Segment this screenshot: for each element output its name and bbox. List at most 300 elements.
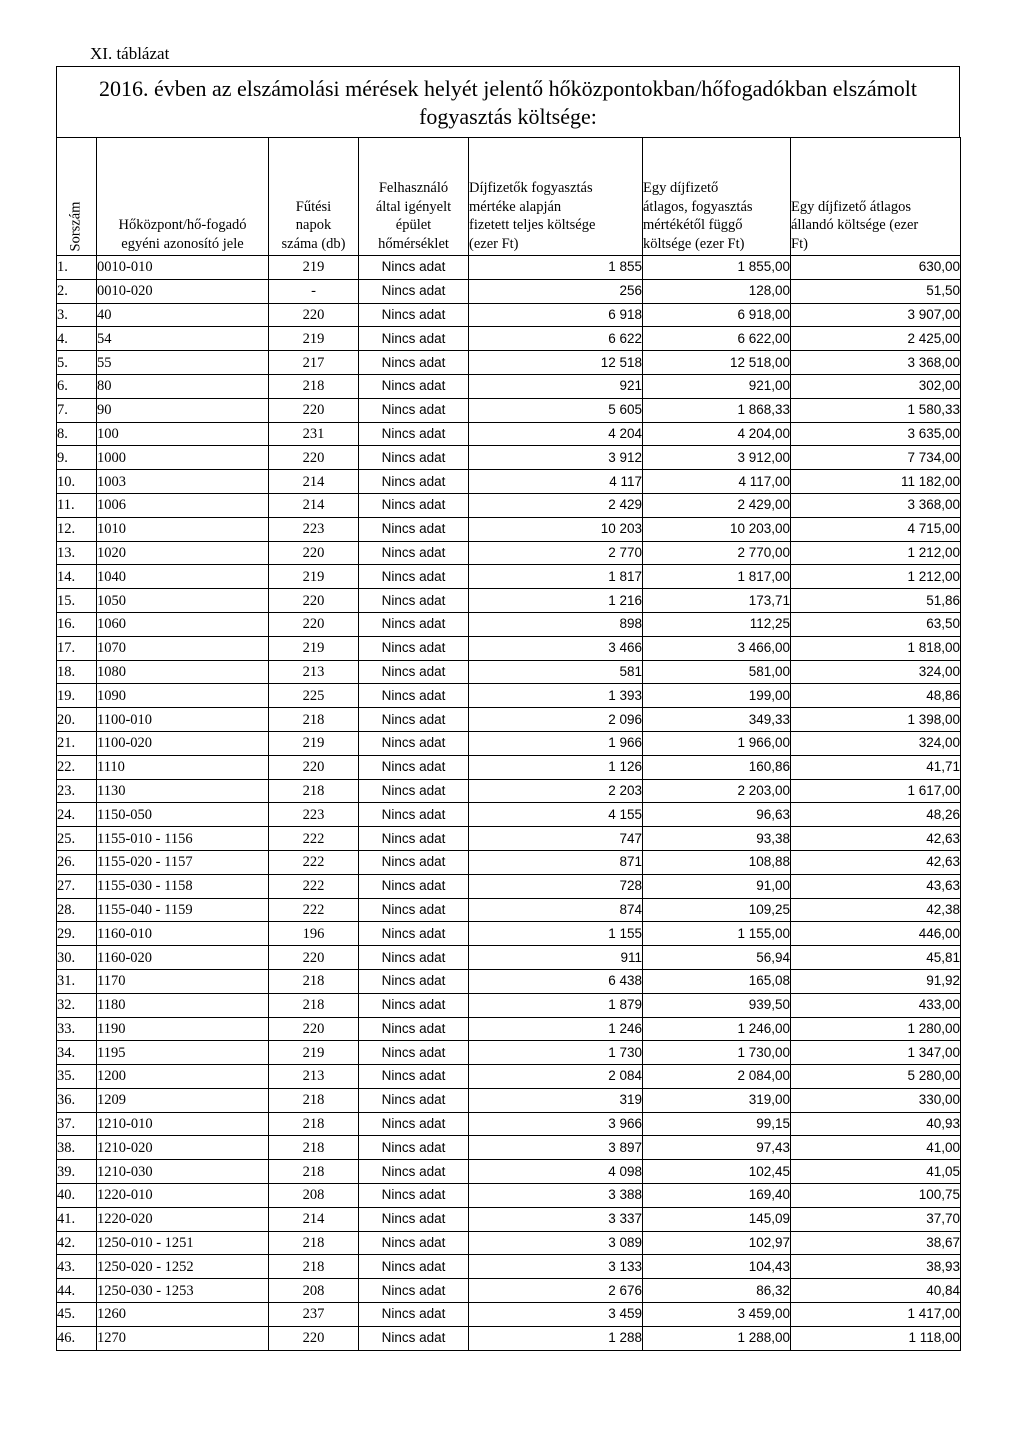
cell-teljes-koltseg: 3 912 [469, 446, 643, 470]
cell-teljes-koltseg: 1 393 [469, 684, 643, 708]
cell-azonosito: 1220-010 [97, 1184, 269, 1208]
cell-azonosito: 1210-010 [97, 1112, 269, 1136]
table-row [57, 1088, 961, 1112]
table-caption: XI. táblázat [90, 44, 170, 63]
cell-fuggo-koltseg: 2 084,00 [643, 1065, 791, 1089]
header-azonosito: Hőközpont/hő-fogadó egyéni azonosító jele [97, 138, 269, 256]
table-row [57, 565, 961, 589]
cell-teljes-koltseg: 6 622 [469, 327, 643, 351]
cell-allando-koltseg: 48,26 [791, 803, 961, 827]
cell-allando-koltseg: 1 118,00 [791, 1326, 961, 1350]
cell-allando-koltseg: 1 280,00 [791, 1017, 961, 1041]
table-row [57, 660, 961, 684]
cell-azonosito: 1050 [97, 589, 269, 613]
cell-teljes-koltseg: 256 [469, 279, 643, 303]
cell-allando-koltseg: 433,00 [791, 993, 961, 1017]
cell-sorszam: 37. [57, 1112, 97, 1136]
cell-futesi-napok: 213 [269, 1065, 359, 1089]
cell-azonosito: 1100-020 [97, 731, 269, 755]
cell-homerseklet: Nincs adat [359, 779, 469, 803]
cell-sorszam: 1. [57, 256, 97, 280]
cell-homerseklet: Nincs adat [359, 589, 469, 613]
cell-allando-koltseg: 446,00 [791, 922, 961, 946]
cell-azonosito: 1006 [97, 493, 269, 517]
cell-teljes-koltseg: 1 246 [469, 1017, 643, 1041]
cell-sorszam: 20. [57, 708, 97, 732]
cell-fuggo-koltseg: 97,43 [643, 1136, 791, 1160]
table-row [57, 493, 961, 517]
cell-sorszam: 27. [57, 874, 97, 898]
cell-fuggo-koltseg: 99,15 [643, 1112, 791, 1136]
cell-futesi-napok: 219 [269, 1041, 359, 1065]
cell-sorszam: 9. [57, 446, 97, 470]
cell-azonosito: 1160-020 [97, 946, 269, 970]
cell-allando-koltseg: 11 182,00 [791, 470, 961, 494]
cell-teljes-koltseg: 871 [469, 850, 643, 874]
cell-fuggo-koltseg: 2 770,00 [643, 541, 791, 565]
cell-fuggo-koltseg: 3 912,00 [643, 446, 791, 470]
cell-teljes-koltseg: 921 [469, 374, 643, 398]
cell-homerseklet: Nincs adat [359, 612, 469, 636]
cell-homerseklet: Nincs adat [359, 398, 469, 422]
cell-sorszam: 35. [57, 1065, 97, 1089]
cell-teljes-koltseg: 6 438 [469, 969, 643, 993]
cell-futesi-napok: 222 [269, 850, 359, 874]
cell-azonosito: 80 [97, 374, 269, 398]
cell-azonosito: 0010-010 [97, 256, 269, 280]
cell-allando-koltseg: 40,84 [791, 1279, 961, 1303]
cell-allando-koltseg: 43,63 [791, 874, 961, 898]
cell-azonosito: 1040 [97, 565, 269, 589]
table-row [57, 1017, 961, 1041]
cell-sorszam: 11. [57, 493, 97, 517]
cell-teljes-koltseg: 4 204 [469, 422, 643, 446]
cell-sorszam: 16. [57, 612, 97, 636]
cell-teljes-koltseg: 2 096 [469, 708, 643, 732]
cell-allando-koltseg: 40,93 [791, 1112, 961, 1136]
cell-futesi-napok: 220 [269, 589, 359, 613]
table-row [57, 898, 961, 922]
cell-sorszam: 4. [57, 327, 97, 351]
cell-allando-koltseg: 1 398,00 [791, 708, 961, 732]
table-row [57, 256, 961, 280]
cell-allando-koltseg: 330,00 [791, 1088, 961, 1112]
table-row [57, 993, 961, 1017]
cell-fuggo-koltseg: 112,25 [643, 612, 791, 636]
cell-homerseklet: Nincs adat [359, 731, 469, 755]
table-body [57, 256, 961, 1351]
cell-azonosito: 40 [97, 303, 269, 327]
cell-allando-koltseg: 37,70 [791, 1207, 961, 1231]
cell-azonosito: 1180 [97, 993, 269, 1017]
cell-fuggo-koltseg: 93,38 [643, 827, 791, 851]
header-futesi-napok: Fűtési napok száma (db) [269, 138, 359, 256]
cell-futesi-napok: 218 [269, 779, 359, 803]
header-allando-koltseg: Egy díjfizető átlagos állandó költsége (ezer Ft) [791, 138, 961, 256]
cell-azonosito: 1130 [97, 779, 269, 803]
table-row [57, 1184, 961, 1208]
cell-fuggo-koltseg: 921,00 [643, 374, 791, 398]
cell-homerseklet: Nincs adat [359, 1088, 469, 1112]
cell-fuggo-koltseg: 2 203,00 [643, 779, 791, 803]
header-sorszam: Sorszám [57, 138, 97, 256]
title-line-2: fogyasztás költsége: [419, 104, 597, 129]
cell-homerseklet: Nincs adat [359, 1160, 469, 1184]
cell-teljes-koltseg: 3 089 [469, 1231, 643, 1255]
cell-allando-koltseg: 38,67 [791, 1231, 961, 1255]
cell-fuggo-koltseg: 199,00 [643, 684, 791, 708]
cell-futesi-napok: 220 [269, 1326, 359, 1350]
cell-teljes-koltseg: 3 966 [469, 1112, 643, 1136]
cell-azonosito: 55 [97, 351, 269, 375]
table-row [57, 398, 961, 422]
cell-futesi-napok: 208 [269, 1279, 359, 1303]
cell-futesi-napok: 218 [269, 708, 359, 732]
cell-homerseklet: Nincs adat [359, 898, 469, 922]
cell-teljes-koltseg: 1 879 [469, 993, 643, 1017]
cell-allando-koltseg: 5 280,00 [791, 1065, 961, 1089]
table-row [57, 446, 961, 470]
cell-sorszam: 22. [57, 755, 97, 779]
cell-sorszam: 5. [57, 351, 97, 375]
cell-teljes-koltseg: 911 [469, 946, 643, 970]
cell-fuggo-koltseg: 939,50 [643, 993, 791, 1017]
cell-futesi-napok: 220 [269, 303, 359, 327]
cell-azonosito: 1210-020 [97, 1136, 269, 1160]
cell-sorszam: 23. [57, 779, 97, 803]
cell-allando-koltseg: 41,71 [791, 755, 961, 779]
cell-homerseklet: Nincs adat [359, 1207, 469, 1231]
cell-sorszam: 2. [57, 279, 97, 303]
cell-azonosito: 1100-010 [97, 708, 269, 732]
cell-futesi-napok: 218 [269, 993, 359, 1017]
header-homerseklet: Felhasználó által igényelt épület hőmérséklet [359, 138, 469, 256]
cell-sorszam: 40. [57, 1184, 97, 1208]
cell-teljes-koltseg: 581 [469, 660, 643, 684]
cell-fuggo-koltseg: 108,88 [643, 850, 791, 874]
table-row [57, 636, 961, 660]
cell-allando-koltseg: 91,92 [791, 969, 961, 993]
table-row [57, 1041, 961, 1065]
cell-allando-koltseg: 1 347,00 [791, 1041, 961, 1065]
cell-teljes-koltseg: 1 288 [469, 1326, 643, 1350]
cell-allando-koltseg: 41,00 [791, 1136, 961, 1160]
cell-futesi-napok: 214 [269, 470, 359, 494]
cell-futesi-napok: 225 [269, 684, 359, 708]
cell-allando-koltseg: 3 635,00 [791, 422, 961, 446]
table-row [57, 422, 961, 446]
cell-teljes-koltseg: 1 155 [469, 922, 643, 946]
cell-sorszam: 7. [57, 398, 97, 422]
cell-homerseklet: Nincs adat [359, 327, 469, 351]
cell-sorszam: 26. [57, 850, 97, 874]
cell-azonosito: 1020 [97, 541, 269, 565]
cell-teljes-koltseg: 898 [469, 612, 643, 636]
table-row [57, 946, 961, 970]
cell-futesi-napok: 219 [269, 636, 359, 660]
cell-teljes-koltseg: 10 203 [469, 517, 643, 541]
cell-azonosito: 90 [97, 398, 269, 422]
table-row [57, 1207, 961, 1231]
cell-fuggo-koltseg: 12 518,00 [643, 351, 791, 375]
cell-homerseklet: Nincs adat [359, 850, 469, 874]
cell-allando-koltseg: 324,00 [791, 731, 961, 755]
cell-sorszam: 34. [57, 1041, 97, 1065]
cell-teljes-koltseg: 3 466 [469, 636, 643, 660]
cell-futesi-napok: 218 [269, 1160, 359, 1184]
cell-sorszam: 29. [57, 922, 97, 946]
table-title [56, 66, 960, 138]
cell-fuggo-koltseg: 3 466,00 [643, 636, 791, 660]
cell-futesi-napok: 219 [269, 327, 359, 351]
cell-azonosito: 1155-020 - 1157 [97, 850, 269, 874]
cell-fuggo-koltseg: 4 204,00 [643, 422, 791, 446]
table-row [57, 327, 961, 351]
table-row [57, 969, 961, 993]
cell-teljes-koltseg: 3 133 [469, 1255, 643, 1279]
cell-homerseklet: Nincs adat [359, 351, 469, 375]
cell-fuggo-koltseg: 102,45 [643, 1160, 791, 1184]
cell-fuggo-koltseg: 104,43 [643, 1255, 791, 1279]
cell-futesi-napok: 214 [269, 1207, 359, 1231]
cell-futesi-napok: 218 [269, 1255, 359, 1279]
table-row [57, 1303, 961, 1327]
cell-allando-koltseg: 51,50 [791, 279, 961, 303]
table-row [57, 517, 961, 541]
cell-allando-koltseg: 3 907,00 [791, 303, 961, 327]
cell-allando-koltseg: 1 212,00 [791, 541, 961, 565]
cell-fuggo-koltseg: 1 288,00 [643, 1326, 791, 1350]
cell-fuggo-koltseg: 581,00 [643, 660, 791, 684]
cell-azonosito: 1155-010 - 1156 [97, 827, 269, 851]
table-row [57, 708, 961, 732]
cell-fuggo-koltseg: 1 246,00 [643, 1017, 791, 1041]
cell-teljes-koltseg: 4 155 [469, 803, 643, 827]
cell-allando-koltseg: 1 617,00 [791, 779, 961, 803]
cell-allando-koltseg: 42,63 [791, 827, 961, 851]
cell-homerseklet: Nincs adat [359, 636, 469, 660]
cell-allando-koltseg: 7 734,00 [791, 446, 961, 470]
cell-azonosito: 1209 [97, 1088, 269, 1112]
cell-homerseklet: Nincs adat [359, 517, 469, 541]
table-row [57, 1136, 961, 1160]
cell-sorszam: 45. [57, 1303, 97, 1327]
cell-homerseklet: Nincs adat [359, 1231, 469, 1255]
cell-azonosito: 1170 [97, 969, 269, 993]
header-fuggo-koltseg: Egy díjfizető átlagos, fogyasztás mértékétől függő költsége (ezer Ft) [643, 138, 791, 256]
table-row [57, 1326, 961, 1350]
cell-futesi-napok: 222 [269, 898, 359, 922]
cell-sorszam: 33. [57, 1017, 97, 1041]
cell-fuggo-koltseg: 2 429,00 [643, 493, 791, 517]
cell-azonosito: 1110 [97, 755, 269, 779]
cell-homerseklet: Nincs adat [359, 1279, 469, 1303]
cell-fuggo-koltseg: 165,08 [643, 969, 791, 993]
cell-allando-koltseg: 63,50 [791, 612, 961, 636]
cell-sorszam: 32. [57, 993, 97, 1017]
cell-futesi-napok: 220 [269, 946, 359, 970]
cell-homerseklet: Nincs adat [359, 1136, 469, 1160]
cell-teljes-koltseg: 1 126 [469, 755, 643, 779]
cell-sorszam: 8. [57, 422, 97, 446]
cell-azonosito: 1003 [97, 470, 269, 494]
cell-homerseklet: Nincs adat [359, 969, 469, 993]
cell-sorszam: 19. [57, 684, 97, 708]
cell-azonosito: 1210-030 [97, 1160, 269, 1184]
cell-sorszam: 24. [57, 803, 97, 827]
cell-teljes-koltseg: 3 388 [469, 1184, 643, 1208]
cell-homerseklet: Nincs adat [359, 803, 469, 827]
table-row [57, 731, 961, 755]
cell-azonosito: 1155-030 - 1158 [97, 874, 269, 898]
cell-futesi-napok: - [269, 279, 359, 303]
cell-homerseklet: Nincs adat [359, 1326, 469, 1350]
cell-futesi-napok: 218 [269, 374, 359, 398]
cell-futesi-napok: 220 [269, 541, 359, 565]
cell-azonosito: 1190 [97, 1017, 269, 1041]
cell-allando-koltseg: 41,05 [791, 1160, 961, 1184]
cost-table [56, 137, 961, 1351]
cell-teljes-koltseg: 2 676 [469, 1279, 643, 1303]
cell-homerseklet: Nincs adat [359, 1017, 469, 1041]
cell-azonosito: 100 [97, 422, 269, 446]
cell-allando-koltseg: 630,00 [791, 256, 961, 280]
table-row [57, 850, 961, 874]
cell-allando-koltseg: 302,00 [791, 374, 961, 398]
cell-allando-koltseg: 2 425,00 [791, 327, 961, 351]
cell-sorszam: 31. [57, 969, 97, 993]
cell-teljes-koltseg: 2 770 [469, 541, 643, 565]
cell-azonosito: 1195 [97, 1041, 269, 1065]
table-row [57, 541, 961, 565]
cell-sorszam: 43. [57, 1255, 97, 1279]
cell-fuggo-koltseg: 160,86 [643, 755, 791, 779]
cell-azonosito: 1060 [97, 612, 269, 636]
cell-sorszam: 44. [57, 1279, 97, 1303]
cell-sorszam: 12. [57, 517, 97, 541]
header-row [57, 138, 961, 256]
cell-sorszam: 6. [57, 374, 97, 398]
cell-allando-koltseg: 1 212,00 [791, 565, 961, 589]
cell-sorszam: 3. [57, 303, 97, 327]
table-row [57, 589, 961, 613]
cell-fuggo-koltseg: 1 966,00 [643, 731, 791, 755]
cell-teljes-koltseg: 1 855 [469, 256, 643, 280]
cell-futesi-napok: 222 [269, 827, 359, 851]
cell-homerseklet: Nincs adat [359, 660, 469, 684]
cell-fuggo-koltseg: 169,40 [643, 1184, 791, 1208]
cell-fuggo-koltseg: 56,94 [643, 946, 791, 970]
cell-homerseklet: Nincs adat [359, 374, 469, 398]
cell-teljes-koltseg: 5 605 [469, 398, 643, 422]
cell-teljes-koltseg: 3 897 [469, 1136, 643, 1160]
title-line-1: 2016. évben az elszámolási mérések helyét jelentő hőközpontokban/hőfogadókban elszámolt [98, 76, 918, 101]
cell-homerseklet: Nincs adat [359, 493, 469, 517]
cell-futesi-napok: 237 [269, 1303, 359, 1327]
cell-homerseklet: Nincs adat [359, 827, 469, 851]
table-row [57, 351, 961, 375]
cell-futesi-napok: 223 [269, 517, 359, 541]
table-row [57, 1231, 961, 1255]
cell-teljes-koltseg: 4 098 [469, 1160, 643, 1184]
cell-teljes-koltseg: 2 203 [469, 779, 643, 803]
table-row [57, 1065, 961, 1089]
cell-homerseklet: Nincs adat [359, 446, 469, 470]
cell-fuggo-koltseg: 1 730,00 [643, 1041, 791, 1065]
cell-sorszam: 21. [57, 731, 97, 755]
table-row [57, 684, 961, 708]
cell-allando-koltseg: 100,75 [791, 1184, 961, 1208]
cell-azonosito: 1155-040 - 1159 [97, 898, 269, 922]
table-row [57, 803, 961, 827]
cell-homerseklet: Nincs adat [359, 922, 469, 946]
table-row [57, 303, 961, 327]
cell-homerseklet: Nincs adat [359, 755, 469, 779]
cell-futesi-napok: 219 [269, 731, 359, 755]
cell-homerseklet: Nincs adat [359, 541, 469, 565]
cell-futesi-napok: 220 [269, 755, 359, 779]
cell-azonosito: 1200 [97, 1065, 269, 1089]
cell-azonosito: 1220-020 [97, 1207, 269, 1231]
cell-sorszam: 39. [57, 1160, 97, 1184]
cell-futesi-napok: 223 [269, 803, 359, 827]
cell-fuggo-koltseg: 6 622,00 [643, 327, 791, 351]
cell-teljes-koltseg: 319 [469, 1088, 643, 1112]
cell-sorszam: 25. [57, 827, 97, 851]
cell-futesi-napok: 219 [269, 565, 359, 589]
cell-homerseklet: Nincs adat [359, 1065, 469, 1089]
cell-futesi-napok: 222 [269, 874, 359, 898]
cell-teljes-koltseg: 3 459 [469, 1303, 643, 1327]
cell-futesi-napok: 220 [269, 398, 359, 422]
cell-futesi-napok: 213 [269, 660, 359, 684]
table-row [57, 279, 961, 303]
cell-teljes-koltseg: 6 918 [469, 303, 643, 327]
cell-teljes-koltseg: 1 817 [469, 565, 643, 589]
cell-homerseklet: Nincs adat [359, 1303, 469, 1327]
cell-azonosito: 0010-020 [97, 279, 269, 303]
cell-allando-koltseg: 42,63 [791, 850, 961, 874]
table-row [57, 779, 961, 803]
cell-homerseklet: Nincs adat [359, 1041, 469, 1065]
cell-futesi-napok: 218 [269, 1088, 359, 1112]
cell-homerseklet: Nincs adat [359, 946, 469, 970]
cell-allando-koltseg: 48,86 [791, 684, 961, 708]
cell-azonosito: 1160-010 [97, 922, 269, 946]
table-row [57, 1160, 961, 1184]
header-teljes-koltseg: Díjfizetők fogyasztás mértéke alapján fizetett teljes költsége (ezer Ft) [469, 138, 643, 256]
cell-allando-koltseg: 45,81 [791, 946, 961, 970]
cell-sorszam: 10. [57, 470, 97, 494]
cell-fuggo-koltseg: 6 918,00 [643, 303, 791, 327]
cell-fuggo-koltseg: 4 117,00 [643, 470, 791, 494]
cell-azonosito: 1250-010 - 1251 [97, 1231, 269, 1255]
cell-fuggo-koltseg: 96,63 [643, 803, 791, 827]
cell-fuggo-koltseg: 91,00 [643, 874, 791, 898]
cell-fuggo-koltseg: 145,09 [643, 1207, 791, 1231]
cell-allando-koltseg: 4 715,00 [791, 517, 961, 541]
cell-sorszam: 36. [57, 1088, 97, 1112]
cell-teljes-koltseg: 4 117 [469, 470, 643, 494]
cell-futesi-napok: 220 [269, 1017, 359, 1041]
cell-teljes-koltseg: 1 966 [469, 731, 643, 755]
cell-teljes-koltseg: 3 337 [469, 1207, 643, 1231]
cell-fuggo-koltseg: 86,32 [643, 1279, 791, 1303]
cell-allando-koltseg: 42,38 [791, 898, 961, 922]
cell-azonosito: 1070 [97, 636, 269, 660]
cell-futesi-napok: 218 [269, 1231, 359, 1255]
cell-homerseklet: Nincs adat [359, 708, 469, 732]
